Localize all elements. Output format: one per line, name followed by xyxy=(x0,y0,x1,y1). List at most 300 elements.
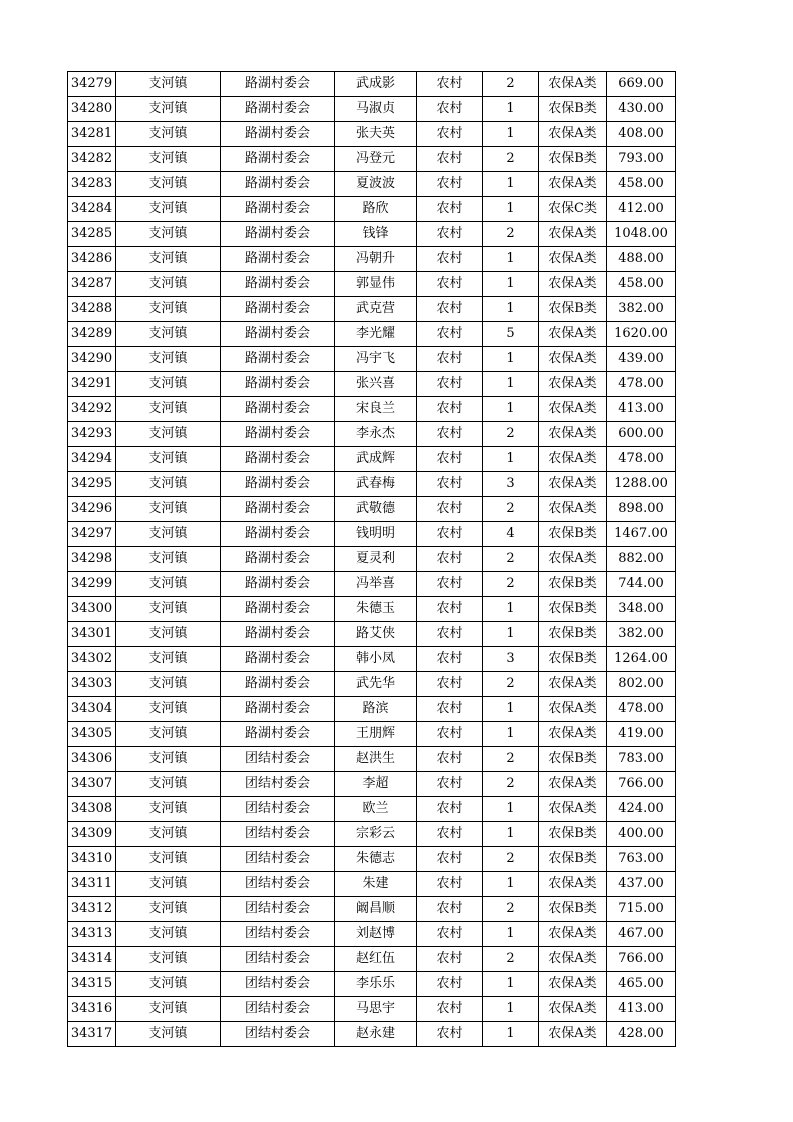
name-cell: 马淑贞 xyxy=(335,97,417,122)
id-cell: 34310 xyxy=(68,847,116,872)
name-cell: 武克营 xyxy=(335,297,417,322)
table-row xyxy=(68,547,676,572)
name-cell: 朱建 xyxy=(335,872,417,897)
count-cell: 3 xyxy=(483,647,539,672)
village-cell: 路湖村委会 xyxy=(221,222,335,247)
amount-cell: 898.00 xyxy=(607,497,676,522)
area-cell: 农村 xyxy=(417,97,483,122)
area-cell: 农村 xyxy=(417,722,483,747)
count-cell: 2 xyxy=(483,897,539,922)
id-cell: 34286 xyxy=(68,247,116,272)
town-cell: 支河镇 xyxy=(116,1022,221,1047)
area-cell: 农村 xyxy=(417,872,483,897)
village-cell: 路湖村委会 xyxy=(221,97,335,122)
id-cell: 34300 xyxy=(68,597,116,622)
name-cell: 路滨 xyxy=(335,697,417,722)
village-cell: 团结村委会 xyxy=(221,797,335,822)
table-row xyxy=(68,522,676,547)
count-cell: 1 xyxy=(483,997,539,1022)
amount-cell: 413.00 xyxy=(607,397,676,422)
category-cell: 农保A类 xyxy=(539,322,607,347)
amount-cell: 1620.00 xyxy=(607,322,676,347)
area-cell: 农村 xyxy=(417,447,483,472)
category-cell: 农保A类 xyxy=(539,472,607,497)
count-cell: 2 xyxy=(483,222,539,247)
table-row xyxy=(68,572,676,597)
count-cell: 5 xyxy=(483,322,539,347)
table-row xyxy=(68,722,676,747)
town-cell: 支河镇 xyxy=(116,672,221,697)
amount-cell: 424.00 xyxy=(607,797,676,822)
table-row xyxy=(68,97,676,122)
name-cell: 刘赵博 xyxy=(335,922,417,947)
area-cell: 农村 xyxy=(417,297,483,322)
count-cell: 1 xyxy=(483,397,539,422)
area-cell: 农村 xyxy=(417,572,483,597)
amount-cell: 419.00 xyxy=(607,722,676,747)
id-cell: 34298 xyxy=(68,547,116,572)
village-cell: 路湖村委会 xyxy=(221,72,335,97)
village-cell: 路湖村委会 xyxy=(221,672,335,697)
amount-cell: 478.00 xyxy=(607,372,676,397)
name-cell: 李乐乐 xyxy=(335,972,417,997)
village-cell: 路湖村委会 xyxy=(221,122,335,147)
count-cell: 1 xyxy=(483,972,539,997)
amount-cell: 439.00 xyxy=(607,347,676,372)
category-cell: 农保A类 xyxy=(539,372,607,397)
name-cell: 阚昌顺 xyxy=(335,897,417,922)
table-row xyxy=(68,672,676,697)
town-cell: 支河镇 xyxy=(116,347,221,372)
id-cell: 34299 xyxy=(68,572,116,597)
town-cell: 支河镇 xyxy=(116,572,221,597)
area-cell: 农村 xyxy=(417,372,483,397)
area-cell: 农村 xyxy=(417,622,483,647)
id-cell: 34309 xyxy=(68,822,116,847)
id-cell: 34304 xyxy=(68,697,116,722)
id-cell: 34284 xyxy=(68,197,116,222)
town-cell: 支河镇 xyxy=(116,547,221,572)
id-cell: 34289 xyxy=(68,322,116,347)
table-row xyxy=(68,322,676,347)
town-cell: 支河镇 xyxy=(116,397,221,422)
village-cell: 路湖村委会 xyxy=(221,472,335,497)
amount-cell: 802.00 xyxy=(607,672,676,697)
count-cell: 1 xyxy=(483,1022,539,1047)
count-cell: 2 xyxy=(483,847,539,872)
town-cell: 支河镇 xyxy=(116,297,221,322)
count-cell: 1 xyxy=(483,247,539,272)
category-cell: 农保B类 xyxy=(539,622,607,647)
name-cell: 冯举喜 xyxy=(335,572,417,597)
village-cell: 路湖村委会 xyxy=(221,372,335,397)
table-row xyxy=(68,847,676,872)
table-row xyxy=(68,697,676,722)
town-cell: 支河镇 xyxy=(116,897,221,922)
id-cell: 34302 xyxy=(68,647,116,672)
amount-cell: 763.00 xyxy=(607,847,676,872)
count-cell: 2 xyxy=(483,747,539,772)
town-cell: 支河镇 xyxy=(116,197,221,222)
id-cell: 34279 xyxy=(68,72,116,97)
area-cell: 农村 xyxy=(417,697,483,722)
name-cell: 冯朝升 xyxy=(335,247,417,272)
area-cell: 农村 xyxy=(417,522,483,547)
category-cell: 农保A类 xyxy=(539,122,607,147)
count-cell: 1 xyxy=(483,97,539,122)
count-cell: 1 xyxy=(483,272,539,297)
count-cell: 2 xyxy=(483,947,539,972)
category-cell: 农保B类 xyxy=(539,297,607,322)
category-cell: 农保A类 xyxy=(539,947,607,972)
table-row xyxy=(68,772,676,797)
amount-cell: 382.00 xyxy=(607,297,676,322)
count-cell: 1 xyxy=(483,722,539,747)
area-cell: 农村 xyxy=(417,222,483,247)
name-cell: 赵永建 xyxy=(335,1022,417,1047)
table-row xyxy=(68,747,676,772)
name-cell: 路欣 xyxy=(335,197,417,222)
count-cell: 1 xyxy=(483,372,539,397)
category-cell: 农保B类 xyxy=(539,597,607,622)
category-cell: 农保A类 xyxy=(539,397,607,422)
village-cell: 团结村委会 xyxy=(221,747,335,772)
village-cell: 路湖村委会 xyxy=(221,522,335,547)
table-row xyxy=(68,397,676,422)
category-cell: 农保A类 xyxy=(539,872,607,897)
table-row xyxy=(68,472,676,497)
town-cell: 支河镇 xyxy=(116,872,221,897)
count-cell: 1 xyxy=(483,197,539,222)
name-cell: 路艾侠 xyxy=(335,622,417,647)
town-cell: 支河镇 xyxy=(116,422,221,447)
category-cell: 农保B类 xyxy=(539,822,607,847)
count-cell: 4 xyxy=(483,522,539,547)
village-cell: 团结村委会 xyxy=(221,947,335,972)
area-cell: 农村 xyxy=(417,947,483,972)
name-cell: 宋良兰 xyxy=(335,397,417,422)
village-cell: 路湖村委会 xyxy=(221,347,335,372)
count-cell: 1 xyxy=(483,597,539,622)
name-cell: 朱德玉 xyxy=(335,597,417,622)
id-cell: 34303 xyxy=(68,672,116,697)
category-cell: 农保A类 xyxy=(539,72,607,97)
id-cell: 34294 xyxy=(68,447,116,472)
count-cell: 2 xyxy=(483,422,539,447)
id-cell: 34296 xyxy=(68,497,116,522)
village-cell: 路湖村委会 xyxy=(221,172,335,197)
count-cell: 2 xyxy=(483,547,539,572)
table-row xyxy=(68,72,676,97)
town-cell: 支河镇 xyxy=(116,722,221,747)
id-cell: 34285 xyxy=(68,222,116,247)
name-cell: 武成影 xyxy=(335,72,417,97)
category-cell: 农保A类 xyxy=(539,997,607,1022)
amount-cell: 413.00 xyxy=(607,997,676,1022)
amount-cell: 458.00 xyxy=(607,272,676,297)
area-cell: 农村 xyxy=(417,1022,483,1047)
name-cell: 赵洪生 xyxy=(335,747,417,772)
amount-cell: 430.00 xyxy=(607,97,676,122)
category-cell: 农保B类 xyxy=(539,522,607,547)
town-cell: 支河镇 xyxy=(116,947,221,972)
id-cell: 34290 xyxy=(68,347,116,372)
category-cell: 农保A类 xyxy=(539,172,607,197)
town-cell: 支河镇 xyxy=(116,472,221,497)
table-row xyxy=(68,972,676,997)
village-cell: 团结村委会 xyxy=(221,822,335,847)
id-cell: 34316 xyxy=(68,997,116,1022)
count-cell: 2 xyxy=(483,147,539,172)
category-cell: 农保A类 xyxy=(539,722,607,747)
amount-cell: 1288.00 xyxy=(607,472,676,497)
village-cell: 路湖村委会 xyxy=(221,572,335,597)
category-cell: 农保A类 xyxy=(539,422,607,447)
id-cell: 34295 xyxy=(68,472,116,497)
name-cell: 马思宇 xyxy=(335,997,417,1022)
table-row xyxy=(68,647,676,672)
amount-cell: 348.00 xyxy=(607,597,676,622)
table-row xyxy=(68,997,676,1022)
id-cell: 34305 xyxy=(68,722,116,747)
town-cell: 支河镇 xyxy=(116,447,221,472)
amount-cell: 488.00 xyxy=(607,247,676,272)
table-row xyxy=(68,297,676,322)
area-cell: 农村 xyxy=(417,72,483,97)
table-row xyxy=(68,497,676,522)
id-cell: 34282 xyxy=(68,147,116,172)
town-cell: 支河镇 xyxy=(116,322,221,347)
area-cell: 农村 xyxy=(417,822,483,847)
table-row xyxy=(68,347,676,372)
category-cell: 农保A类 xyxy=(539,272,607,297)
village-cell: 路湖村委会 xyxy=(221,297,335,322)
table-row xyxy=(68,947,676,972)
count-cell: 2 xyxy=(483,672,539,697)
count-cell: 2 xyxy=(483,72,539,97)
amount-cell: 428.00 xyxy=(607,1022,676,1047)
area-cell: 农村 xyxy=(417,747,483,772)
name-cell: 朱德志 xyxy=(335,847,417,872)
count-cell: 1 xyxy=(483,872,539,897)
village-cell: 路湖村委会 xyxy=(221,722,335,747)
category-cell: 农保A类 xyxy=(539,222,607,247)
amount-cell: 783.00 xyxy=(607,747,676,772)
id-cell: 34308 xyxy=(68,797,116,822)
table-row xyxy=(68,372,676,397)
area-cell: 农村 xyxy=(417,547,483,572)
name-cell: 李光耀 xyxy=(335,322,417,347)
town-cell: 支河镇 xyxy=(116,247,221,272)
town-cell: 支河镇 xyxy=(116,597,221,622)
count-cell: 1 xyxy=(483,347,539,372)
town-cell: 支河镇 xyxy=(116,172,221,197)
id-cell: 34293 xyxy=(68,422,116,447)
count-cell: 1 xyxy=(483,697,539,722)
area-cell: 农村 xyxy=(417,772,483,797)
area-cell: 农村 xyxy=(417,272,483,297)
town-cell: 支河镇 xyxy=(116,797,221,822)
category-cell: 农保A类 xyxy=(539,347,607,372)
records-body xyxy=(68,72,676,1047)
amount-cell: 478.00 xyxy=(607,697,676,722)
table-row xyxy=(68,1022,676,1047)
name-cell: 李超 xyxy=(335,772,417,797)
village-cell: 路湖村委会 xyxy=(221,547,335,572)
count-cell: 2 xyxy=(483,572,539,597)
area-cell: 农村 xyxy=(417,122,483,147)
count-cell: 2 xyxy=(483,772,539,797)
area-cell: 农村 xyxy=(417,197,483,222)
category-cell: 农保B类 xyxy=(539,847,607,872)
area-cell: 农村 xyxy=(417,472,483,497)
id-cell: 34315 xyxy=(68,972,116,997)
village-cell: 路湖村委会 xyxy=(221,597,335,622)
amount-cell: 669.00 xyxy=(607,72,676,97)
amount-cell: 715.00 xyxy=(607,897,676,922)
amount-cell: 478.00 xyxy=(607,447,676,472)
town-cell: 支河镇 xyxy=(116,222,221,247)
village-cell: 路湖村委会 xyxy=(221,422,335,447)
village-cell: 路湖村委会 xyxy=(221,247,335,272)
town-cell: 支河镇 xyxy=(116,97,221,122)
area-cell: 农村 xyxy=(417,247,483,272)
id-cell: 34313 xyxy=(68,922,116,947)
table-row xyxy=(68,197,676,222)
category-cell: 农保B类 xyxy=(539,647,607,672)
amount-cell: 744.00 xyxy=(607,572,676,597)
area-cell: 农村 xyxy=(417,497,483,522)
name-cell: 夏灵利 xyxy=(335,547,417,572)
amount-cell: 412.00 xyxy=(607,197,676,222)
category-cell: 农保A类 xyxy=(539,247,607,272)
table-row xyxy=(68,222,676,247)
category-cell: 农保A类 xyxy=(539,772,607,797)
name-cell: 张夫英 xyxy=(335,122,417,147)
village-cell: 团结村委会 xyxy=(221,922,335,947)
table-row xyxy=(68,247,676,272)
id-cell: 34307 xyxy=(68,772,116,797)
category-cell: 农保A类 xyxy=(539,1022,607,1047)
town-cell: 支河镇 xyxy=(116,997,221,1022)
village-cell: 路湖村委会 xyxy=(221,497,335,522)
id-cell: 34311 xyxy=(68,872,116,897)
village-cell: 团结村委会 xyxy=(221,1022,335,1047)
town-cell: 支河镇 xyxy=(116,822,221,847)
id-cell: 34297 xyxy=(68,522,116,547)
town-cell: 支河镇 xyxy=(116,972,221,997)
id-cell: 34301 xyxy=(68,622,116,647)
amount-cell: 766.00 xyxy=(607,772,676,797)
village-cell: 路湖村委会 xyxy=(221,622,335,647)
amount-cell: 1048.00 xyxy=(607,222,676,247)
count-cell: 1 xyxy=(483,122,539,147)
count-cell: 1 xyxy=(483,172,539,197)
count-cell: 1 xyxy=(483,297,539,322)
category-cell: 农保B类 xyxy=(539,747,607,772)
village-cell: 团结村委会 xyxy=(221,997,335,1022)
id-cell: 34306 xyxy=(68,747,116,772)
id-cell: 34283 xyxy=(68,172,116,197)
table-row xyxy=(68,422,676,447)
amount-cell: 382.00 xyxy=(607,622,676,647)
town-cell: 支河镇 xyxy=(116,647,221,672)
table-row xyxy=(68,172,676,197)
table-row xyxy=(68,147,676,172)
amount-cell: 793.00 xyxy=(607,147,676,172)
village-cell: 路湖村委会 xyxy=(221,322,335,347)
id-cell: 34312 xyxy=(68,897,116,922)
name-cell: 郭显伟 xyxy=(335,272,417,297)
village-cell: 路湖村委会 xyxy=(221,697,335,722)
village-cell: 路湖村委会 xyxy=(221,397,335,422)
id-cell: 34288 xyxy=(68,297,116,322)
name-cell: 冯宇飞 xyxy=(335,347,417,372)
village-cell: 团结村委会 xyxy=(221,897,335,922)
area-cell: 农村 xyxy=(417,347,483,372)
amount-cell: 465.00 xyxy=(607,972,676,997)
table-row xyxy=(68,447,676,472)
area-cell: 农村 xyxy=(417,997,483,1022)
area-cell: 农村 xyxy=(417,597,483,622)
village-cell: 路湖村委会 xyxy=(221,447,335,472)
name-cell: 武敬德 xyxy=(335,497,417,522)
category-cell: 农保C类 xyxy=(539,197,607,222)
table-row xyxy=(68,272,676,297)
area-cell: 农村 xyxy=(417,172,483,197)
table-row xyxy=(68,922,676,947)
category-cell: 农保A类 xyxy=(539,672,607,697)
village-cell: 路湖村委会 xyxy=(221,147,335,172)
town-cell: 支河镇 xyxy=(116,372,221,397)
name-cell: 张兴喜 xyxy=(335,372,417,397)
name-cell: 王朋辉 xyxy=(335,722,417,747)
id-cell: 34280 xyxy=(68,97,116,122)
table-row xyxy=(68,897,676,922)
area-cell: 农村 xyxy=(417,797,483,822)
id-cell: 34292 xyxy=(68,397,116,422)
amount-cell: 467.00 xyxy=(607,922,676,947)
town-cell: 支河镇 xyxy=(116,622,221,647)
table-row xyxy=(68,597,676,622)
table-row xyxy=(68,122,676,147)
name-cell: 赵红伍 xyxy=(335,947,417,972)
id-cell: 34317 xyxy=(68,1022,116,1047)
amount-cell: 766.00 xyxy=(607,947,676,972)
village-cell: 路湖村委会 xyxy=(221,272,335,297)
category-cell: 农保A类 xyxy=(539,972,607,997)
area-cell: 农村 xyxy=(417,897,483,922)
area-cell: 农村 xyxy=(417,972,483,997)
name-cell: 钱明明 xyxy=(335,522,417,547)
area-cell: 农村 xyxy=(417,322,483,347)
count-cell: 1 xyxy=(483,922,539,947)
id-cell: 34287 xyxy=(68,272,116,297)
count-cell: 1 xyxy=(483,447,539,472)
amount-cell: 1264.00 xyxy=(607,647,676,672)
amount-cell: 408.00 xyxy=(607,122,676,147)
table-row xyxy=(68,822,676,847)
village-cell: 路湖村委会 xyxy=(221,647,335,672)
area-cell: 农村 xyxy=(417,672,483,697)
category-cell: 农保B类 xyxy=(539,572,607,597)
town-cell: 支河镇 xyxy=(116,72,221,97)
name-cell: 李永杰 xyxy=(335,422,417,447)
amount-cell: 437.00 xyxy=(607,872,676,897)
category-cell: 农保A类 xyxy=(539,547,607,572)
village-cell: 团结村委会 xyxy=(221,872,335,897)
name-cell: 韩小凤 xyxy=(335,647,417,672)
